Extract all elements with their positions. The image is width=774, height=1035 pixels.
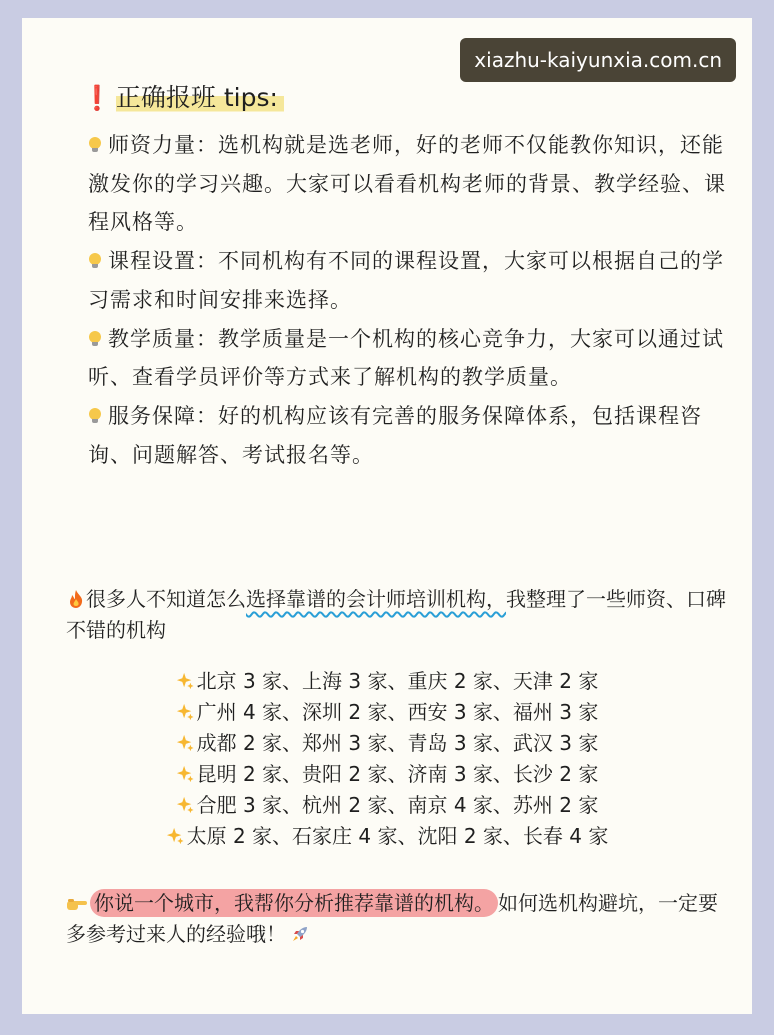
note-page bbox=[22, 18, 752, 1014]
intro-paragraph bbox=[66, 584, 726, 646]
heading-text: 正确报班 tips: bbox=[116, 80, 284, 116]
city-list bbox=[0, 666, 774, 852]
city-row bbox=[0, 666, 774, 697]
city-row bbox=[0, 759, 774, 790]
outro-highlighted-text: 你说一个城市，我帮你分析推荐靠谱的机构。 bbox=[90, 889, 498, 917]
lightbulb-icon bbox=[88, 408, 102, 424]
city-row bbox=[0, 697, 774, 728]
sparkle-icon bbox=[176, 672, 194, 690]
city-row bbox=[0, 790, 774, 821]
tip-text: 课程设置：不同机构有不同的课程设置，大家可以根据自己的学习需求和时间安排来选择。 bbox=[88, 249, 724, 312]
city-row-text: 昆明 2 家、贵阳 2 家、济南 3 家、长沙 2 家 bbox=[196, 762, 599, 786]
city-row-text: 广州 4 家、深圳 2 家、西安 3 家、福州 3 家 bbox=[196, 700, 599, 724]
tip-text: 教学质量：教学质量是一个机构的核心竞争力，大家可以通过试听、查看学员评价等方式来了解机构的教学质量。 bbox=[88, 326, 724, 390]
intro-underlined-text: 选择靠谱的会计师培训机构， bbox=[246, 587, 506, 611]
tip-item bbox=[88, 126, 740, 242]
lightbulb-icon bbox=[88, 253, 102, 269]
city-row bbox=[0, 821, 774, 852]
tips-list bbox=[88, 126, 740, 474]
fire-icon bbox=[66, 589, 86, 609]
tip-item bbox=[88, 397, 740, 474]
pointing-hand-icon bbox=[66, 896, 88, 912]
section-heading bbox=[82, 80, 284, 116]
exclamation-icon: ❗ bbox=[82, 84, 112, 112]
outro-paragraph bbox=[66, 888, 726, 950]
sparkle-icon bbox=[176, 734, 194, 752]
city-row bbox=[0, 728, 774, 759]
city-row-text: 合肥 3 家、杭州 2 家、南京 4 家、苏州 2 家 bbox=[196, 793, 599, 817]
sparkle-icon bbox=[176, 703, 194, 721]
intro-text-before: 很多人不知道怎么 bbox=[86, 587, 246, 611]
city-row-text: 太原 2 家、石家庄 4 家、沈阳 2 家、长春 4 家 bbox=[186, 824, 609, 848]
tip-item bbox=[88, 320, 740, 397]
sparkle-icon bbox=[176, 765, 194, 783]
watermark-badge: xiazhu-kaiyunxia.com.cn bbox=[460, 38, 736, 82]
tip-item bbox=[88, 242, 740, 319]
outro-text: 如何选机构避坑，一定要多参考过来人的经验哦！ bbox=[66, 891, 718, 946]
city-row-text: 北京 3 家、上海 3 家、重庆 2 家、天津 2 家 bbox=[196, 669, 599, 693]
rocket-icon bbox=[290, 924, 310, 944]
sparkle-icon bbox=[166, 827, 184, 845]
city-row-text: 成都 2 家、郑州 3 家、青岛 3 家、武汉 3 家 bbox=[196, 731, 599, 755]
tip-text: 服务保障：好的机构应该有完善的服务保障体系，包括课程咨询、问题解答、考试报名等。 bbox=[88, 403, 702, 467]
lightbulb-icon bbox=[88, 137, 102, 153]
lightbulb-icon bbox=[88, 331, 102, 347]
intro-text-after: 我整理了一些师资、口碑不错的机构 bbox=[66, 587, 726, 642]
sparkle-icon bbox=[176, 796, 194, 814]
tip-text: 师资力量：选机构就是选老师，好的老师不仅能教你知识，还能激发你的学习兴趣。大家可以看看机构老师的背景、教学经验、课程风格等。 bbox=[88, 133, 726, 235]
